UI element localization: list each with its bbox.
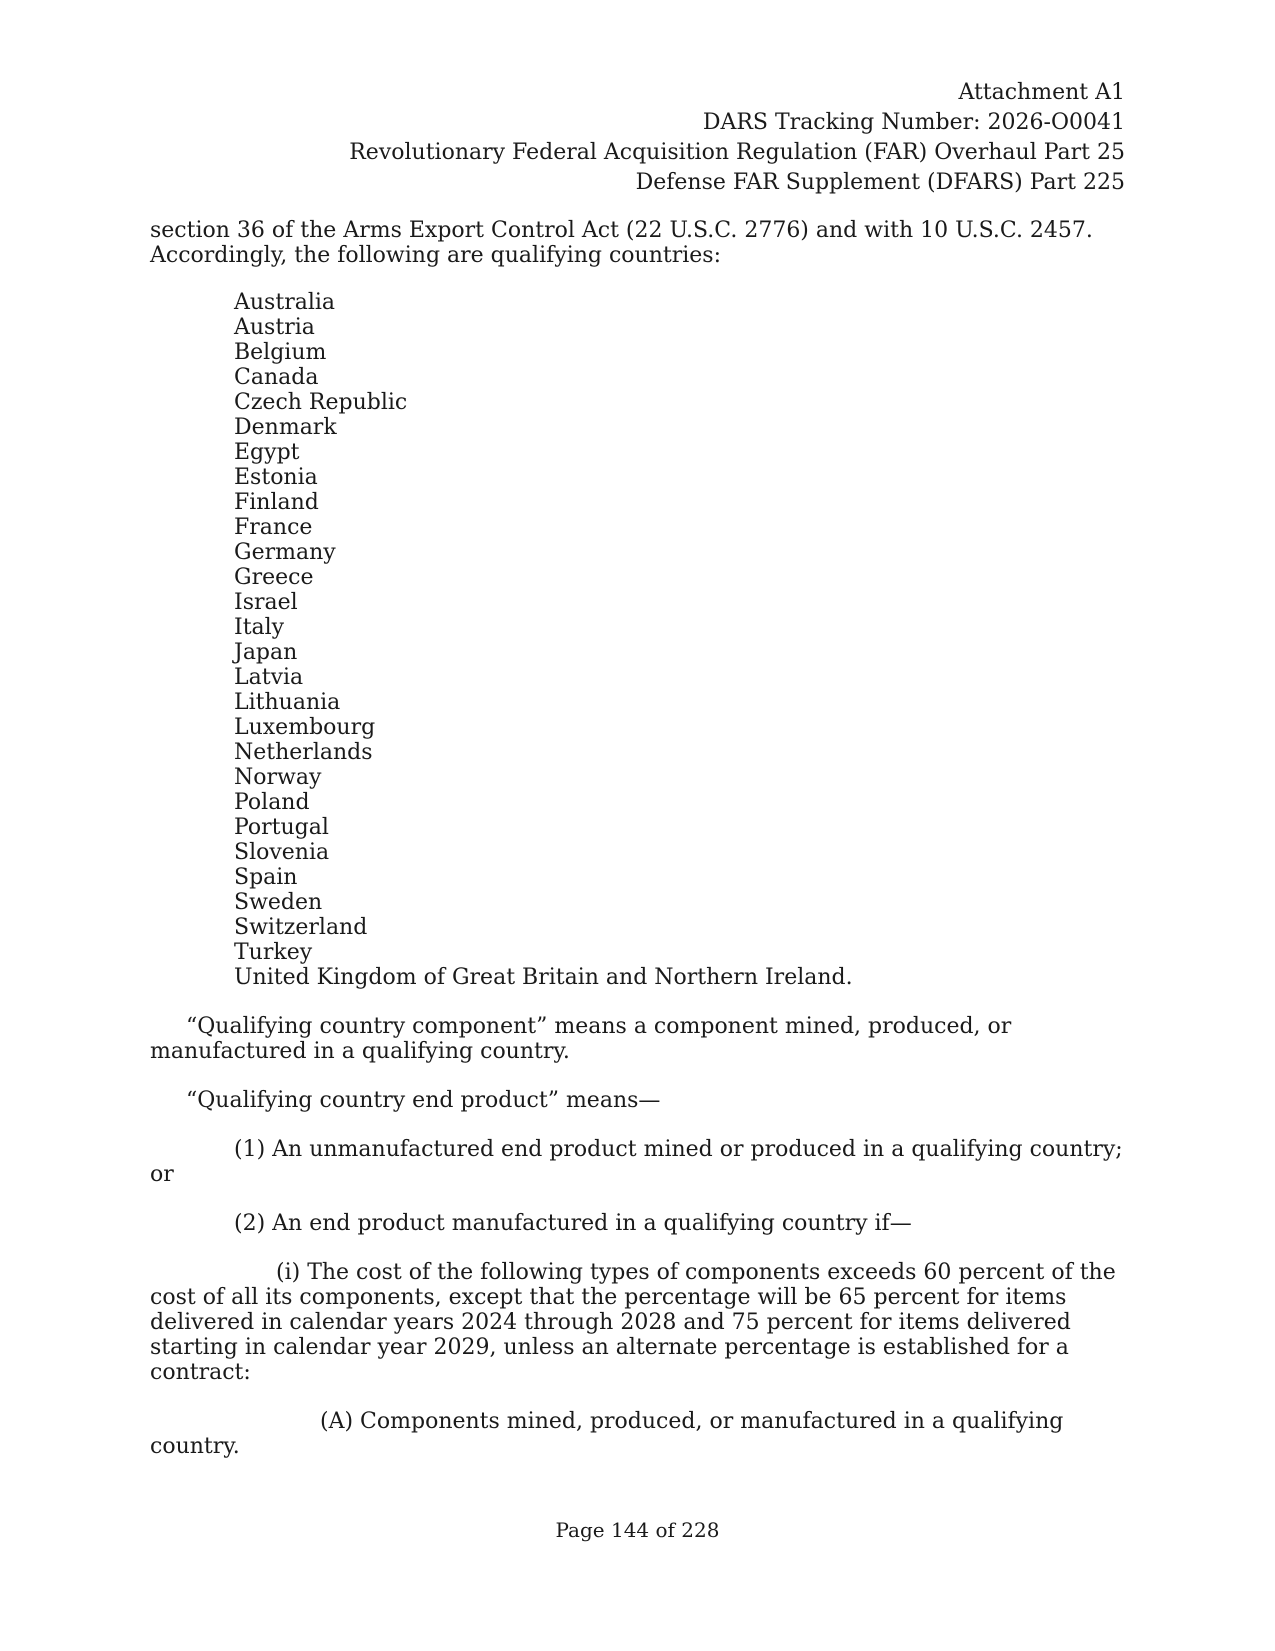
country-item: Luxembourg bbox=[234, 715, 376, 740]
definition-item-1: (1) An unmanufactured end product mined or produced in a qualifying country; or bbox=[150, 1137, 1123, 1187]
country-item: Spain bbox=[234, 865, 298, 890]
country-item: Turkey bbox=[234, 940, 313, 965]
header-tracking-number: DARS Tracking Number: 2026-O0041 bbox=[702, 110, 1125, 135]
country-item: Austria bbox=[234, 315, 315, 340]
country-item: Belgium bbox=[234, 340, 327, 365]
country-item: Poland bbox=[234, 790, 310, 815]
document-body bbox=[150, 218, 1125, 1459]
definition-item-2-i: (i) The cost of the following types of components exceeds 60 percent of the cost of all its components, except that the percentage will be 65 percent for items delivered in calendar years 2024 through 2028 and 75 percent for items delivered starting in calendar year 2029, unless an alternate percentage is established for a contract: bbox=[150, 1260, 1116, 1385]
definition-item-2: (2) An end product manufactured in a qualifying country if— bbox=[234, 1211, 912, 1236]
intro-paragraph: section 36 of the Arms Export Control Act (22 U.S.C. 2776) and with 10 U.S.C. 2457. Accordingly, the following are qualifying countries: bbox=[150, 218, 1093, 268]
header-far-part: Revolutionary Federal Acquisition Regulation (FAR) Overhaul Part 25 bbox=[349, 140, 1125, 165]
country-item: Australia bbox=[234, 290, 336, 315]
country-item: Japan bbox=[234, 640, 298, 665]
page-header bbox=[349, 78, 1125, 198]
country-item: Germany bbox=[234, 540, 336, 565]
page-footer bbox=[0, 1517, 1275, 1543]
country-item: Italy bbox=[234, 615, 285, 640]
country-item: Denmark bbox=[234, 415, 337, 440]
country-item: Lithuania bbox=[234, 690, 341, 715]
country-item: Czech Republic bbox=[234, 390, 408, 415]
country-item: Slovenia bbox=[234, 840, 330, 865]
header-dfars-part: Defense FAR Supplement (DFARS) Part 225 bbox=[635, 170, 1125, 195]
country-item: France bbox=[234, 515, 313, 540]
country-item: Latvia bbox=[234, 665, 304, 690]
country-item: United Kingdom of Great Britain and Northern Ireland. bbox=[234, 965, 853, 990]
definition-qualifying-country-component: “Qualifying country component” means a component mined, produced, or manufactured in a qualifying country. bbox=[150, 1014, 1012, 1064]
country-item: Estonia bbox=[234, 465, 318, 490]
definition-item-2-i-a: (A) Components mined, produced, or manufactured in a qualifying country. bbox=[150, 1409, 1064, 1459]
definition-qualifying-country-end-product: “Qualifying country end product” means— bbox=[186, 1088, 661, 1113]
country-item: Egypt bbox=[234, 440, 300, 465]
country-item: Portugal bbox=[234, 815, 329, 840]
qualifying-countries-list bbox=[234, 290, 1125, 990]
country-item: Israel bbox=[234, 590, 298, 615]
header-attachment: Attachment A1 bbox=[958, 80, 1125, 105]
country-item: Canada bbox=[234, 365, 319, 390]
country-item: Switzerland bbox=[234, 915, 368, 940]
country-item: Sweden bbox=[234, 890, 323, 915]
country-item: Greece bbox=[234, 565, 314, 590]
country-item: Netherlands bbox=[234, 740, 373, 765]
page-number: Page 144 of 228 bbox=[555, 1518, 720, 1542]
country-item: Finland bbox=[234, 490, 319, 515]
country-item: Norway bbox=[234, 765, 322, 790]
